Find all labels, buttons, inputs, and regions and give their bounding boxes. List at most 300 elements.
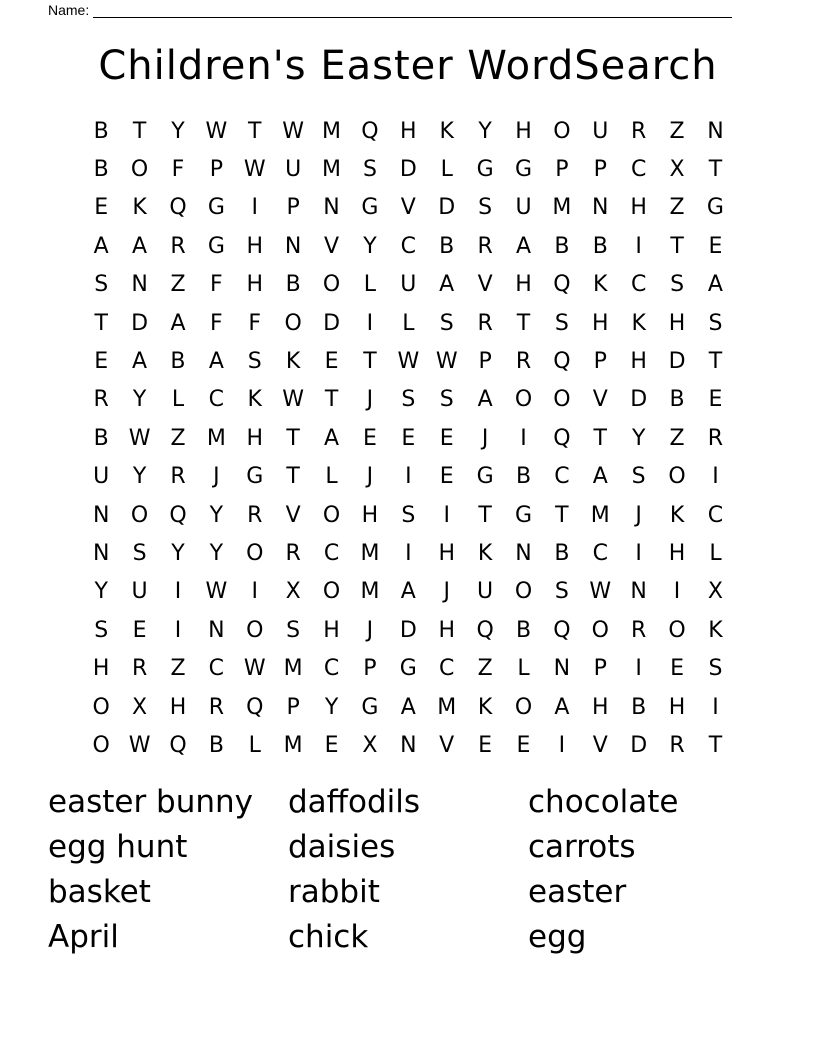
grid-cell: J	[366, 387, 374, 413]
grid-cell: E	[324, 349, 339, 375]
grid-cell: B	[93, 157, 109, 183]
grid-cell: O	[130, 502, 149, 528]
grid-cell: P	[593, 656, 607, 682]
grid-cell: E	[362, 425, 377, 451]
grid-cell: Q	[169, 195, 187, 221]
grid-cell: O	[514, 694, 533, 720]
word-list-item: carrots	[528, 829, 636, 865]
grid-cell: R	[93, 387, 109, 413]
grid-cell: N	[208, 617, 225, 643]
grid-cell: Q	[169, 732, 187, 758]
word-list-item: rabbit	[288, 874, 380, 910]
grid-cell: F	[248, 310, 262, 336]
grid-cell: I	[558, 732, 566, 758]
grid-cell: P	[286, 195, 300, 221]
grid-cell: I	[251, 195, 258, 221]
grid-cell: T	[478, 502, 492, 528]
word-list-item: egg hunt	[48, 829, 188, 865]
grid-cell: M	[322, 118, 342, 144]
grid-cell: U	[93, 464, 110, 490]
grid-cell: H	[592, 694, 609, 720]
grid-cell: S	[631, 464, 646, 490]
grid-cell: C	[323, 540, 340, 566]
word-list-item: egg	[528, 919, 587, 955]
grid-cell: H	[592, 310, 609, 336]
grid-cell: S	[94, 617, 109, 643]
grid-cell: H	[630, 195, 647, 221]
grid-cell: X	[285, 579, 301, 605]
grid-cell: O	[130, 157, 149, 183]
grid-cell: Z	[170, 425, 186, 451]
grid-cell: I	[673, 579, 681, 605]
grid-cell: C	[630, 157, 647, 183]
grid-cell: A	[170, 310, 186, 336]
grid-row	[82, 112, 736, 150]
grid-cell: L	[171, 387, 185, 413]
grid-cell: D	[630, 387, 648, 413]
grid-cell: E	[708, 233, 723, 259]
grid-cell: K	[132, 195, 147, 221]
grid-cell: S	[401, 387, 416, 413]
grid-cell: Y	[171, 540, 185, 566]
grid-cell: U	[285, 157, 302, 183]
grid-cell: O	[553, 118, 571, 144]
grid-cell: Q	[553, 425, 571, 451]
grid-cell: Y	[324, 694, 339, 720]
grid-cell: N	[553, 656, 571, 682]
grid-cell: U	[592, 118, 609, 144]
grid-cell: K	[247, 387, 262, 413]
grid-cell: L	[363, 272, 377, 298]
grid-cell: H	[630, 349, 647, 375]
grid-cell: Y	[478, 118, 492, 144]
grid-row	[82, 381, 736, 419]
grid-cell: Y	[171, 118, 185, 144]
grid-cell: G	[514, 157, 533, 183]
grid-cell: T	[132, 118, 147, 144]
grid-cell: I	[174, 579, 182, 605]
grid-cell: E	[401, 425, 416, 451]
grid-cell: W	[435, 349, 458, 375]
word-list-item: easter bunny	[48, 784, 254, 820]
grid-row	[82, 266, 736, 304]
grid-cell: I	[635, 540, 642, 566]
grid-cell: K	[669, 502, 685, 528]
grid-cell: W	[205, 118, 228, 144]
grid-cell: V	[477, 272, 493, 298]
letter-grid	[82, 112, 736, 765]
grid-cell: B	[515, 617, 532, 643]
grid-cell: O	[553, 387, 571, 413]
grid-cell: E	[439, 464, 454, 490]
grid-cell: G	[207, 233, 225, 259]
grid-cell: S	[132, 540, 147, 566]
grid-cell: G	[361, 195, 379, 221]
grid-cell: O	[668, 617, 686, 643]
grid-cell: A	[324, 425, 340, 451]
name-field-row	[48, 0, 732, 18]
word-list-item: chocolate	[528, 784, 679, 820]
grid-cell: R	[170, 464, 186, 490]
grid-cell: R	[477, 310, 493, 336]
grid-cell: V	[285, 502, 301, 528]
grid-row	[82, 304, 736, 342]
grid-cell: R	[669, 732, 685, 758]
grid-cell: E	[94, 195, 109, 221]
grid-row	[82, 726, 736, 764]
grid-cell: P	[555, 157, 569, 183]
grid-cell: D	[399, 617, 417, 643]
grid-cell: J	[366, 464, 374, 490]
grid-cell: N	[92, 502, 110, 528]
grid-cell: Y	[132, 387, 147, 413]
grid-cell: P	[209, 157, 223, 183]
grid-cell: Y	[631, 425, 646, 451]
grid-cell: V	[324, 233, 340, 259]
grid-cell: Z	[669, 118, 685, 144]
grid-cell: H	[323, 617, 340, 643]
grid-cell: O	[514, 387, 533, 413]
name-label: Name:	[48, 2, 90, 18]
grid-cell: W	[282, 118, 305, 144]
grid-cell: W	[589, 579, 612, 605]
grid-cell: J	[443, 579, 450, 605]
grid-cell: Z	[170, 656, 186, 682]
grid-cell: V	[592, 732, 608, 758]
grid-cell: S	[708, 310, 723, 336]
grid-cell: Y	[94, 579, 108, 605]
grid-cell: C	[323, 656, 340, 682]
grid-cell: G	[361, 694, 379, 720]
word-list-item: April	[48, 919, 119, 955]
name-blank-line	[93, 3, 732, 18]
grid-cell: G	[476, 464, 494, 490]
grid-row	[82, 150, 736, 188]
grid-cell: O	[668, 464, 686, 490]
grid-cell: A	[515, 233, 532, 259]
grid-cell: D	[131, 310, 149, 336]
grid-cell: V	[592, 387, 608, 413]
grid-cell: N	[400, 732, 417, 758]
grid-cell: G	[514, 502, 533, 528]
grid-cell: I	[712, 694, 719, 720]
grid-cell: O	[591, 617, 609, 643]
grid-cell: R	[515, 349, 532, 375]
grid-cell: I	[174, 617, 182, 643]
grid-cell: K	[285, 349, 301, 375]
grid-cell: A	[439, 272, 455, 298]
grid-row	[82, 573, 736, 611]
grid-cell: P	[478, 349, 492, 375]
grid-cell: G	[246, 464, 264, 490]
page-title: Children's Easter WordSearch	[98, 43, 718, 89]
grid-cell: D	[438, 195, 456, 221]
grid-cell: S	[286, 617, 301, 643]
grid-cell: Y	[363, 233, 377, 259]
word-list	[48, 780, 768, 960]
grid-cell: N	[630, 579, 647, 605]
grid-cell: B	[93, 118, 109, 144]
grid-cell: K	[708, 617, 723, 643]
grid-cell: J	[481, 425, 489, 451]
grid-cell: G	[706, 195, 724, 221]
grid-cell: O	[246, 540, 264, 566]
grid-cell: R	[285, 540, 301, 566]
grid-cell: B	[285, 272, 301, 298]
grid-cell: X	[132, 694, 148, 720]
grid-cell: Z	[477, 656, 493, 682]
grid-cell: D	[668, 349, 686, 375]
word-list-item: easter	[528, 874, 627, 910]
grid-cell: S	[362, 157, 377, 183]
grid-cell: E	[94, 349, 109, 375]
grid-cell: H	[246, 233, 264, 259]
word-list-item: daffodils	[288, 784, 421, 820]
grid-cell: T	[363, 349, 377, 375]
grid-cell: G	[399, 656, 417, 682]
grid-cell: R	[247, 502, 263, 528]
grid-cell: C	[630, 272, 647, 298]
grid-cell: B	[554, 540, 570, 566]
grid-cell: U	[400, 272, 417, 298]
grid-cell: H	[400, 118, 417, 144]
grid-cell: C	[554, 464, 570, 490]
grid-cell: W	[282, 387, 305, 413]
grid-cell: W	[397, 349, 420, 375]
grid-cell: B	[554, 233, 570, 259]
grid-cell: P	[593, 157, 607, 183]
grid-cell: Y	[209, 502, 224, 528]
grid-cell: M	[590, 502, 610, 528]
grid-cell: K	[631, 310, 646, 336]
grid-cell: J	[366, 617, 374, 643]
grid-cell: Q	[169, 502, 187, 528]
grid-cell: O	[246, 617, 264, 643]
grid-cell: Y	[132, 464, 147, 490]
grid-cell: I	[635, 656, 642, 682]
grid-cell: E	[670, 656, 684, 682]
grid-cell: M	[437, 694, 457, 720]
grid-cell: P	[363, 656, 377, 682]
grid-cell: X	[362, 732, 378, 758]
grid-cell: E	[708, 387, 723, 413]
grid-cell: E	[439, 425, 454, 451]
grid-row	[82, 342, 736, 380]
grid-cell: O	[322, 272, 341, 298]
grid-cell: C	[400, 233, 416, 259]
grid-cell: X	[707, 579, 723, 605]
grid-cell: O	[284, 310, 302, 336]
grid-cell: S	[670, 272, 685, 298]
grid-cell: B	[93, 425, 109, 451]
grid-cell: T	[94, 310, 108, 336]
grid-cell: R	[170, 233, 186, 259]
grid-cell: M	[360, 540, 380, 566]
grid-cell: O	[92, 694, 110, 720]
grid-cell: L	[517, 656, 530, 682]
grid-cell: H	[668, 540, 686, 566]
grid-row	[82, 419, 736, 457]
grid-cell: B	[515, 464, 532, 490]
grid-cell: M	[360, 579, 380, 605]
grid-cell: N	[707, 118, 724, 144]
grid-cell: N	[92, 540, 110, 566]
grid-cell: G	[207, 195, 225, 221]
grid-cell: Q	[361, 118, 379, 144]
grid-cell: M	[206, 425, 226, 451]
grid-cell: M	[322, 157, 342, 183]
grid-cell: V	[400, 195, 416, 221]
grid-cell: Q	[553, 349, 571, 375]
grid-cell: S	[554, 310, 569, 336]
grid-cell: R	[477, 233, 493, 259]
grid-row	[82, 688, 736, 726]
grid-cell: H	[361, 502, 379, 528]
grid-cell: C	[707, 502, 724, 528]
grid-cell: W	[243, 656, 266, 682]
grid-cell: R	[131, 656, 148, 682]
grid-cell: S	[554, 579, 569, 605]
word-list-item: chick	[288, 919, 369, 955]
grid-cell: H	[668, 694, 686, 720]
grid-cell: T	[593, 425, 607, 451]
grid-row	[82, 189, 736, 227]
grid-cell: W	[128, 732, 151, 758]
grid-cell: F	[210, 310, 223, 336]
grid-cell: N	[515, 540, 532, 566]
grid-cell: A	[400, 579, 416, 605]
grid-cell: B	[208, 732, 224, 758]
grid-cell: S	[439, 310, 454, 336]
grid-cell: S	[708, 656, 723, 682]
grid-row	[82, 611, 736, 649]
grid-cell: S	[401, 502, 416, 528]
grid-cell: H	[246, 425, 264, 451]
grid-cell: I	[443, 502, 450, 528]
grid-cell: Q	[246, 694, 264, 720]
grid-cell: H	[668, 310, 686, 336]
grid-cell: N	[131, 272, 148, 298]
grid-cell: G	[476, 157, 494, 183]
grid-cell: L	[440, 157, 453, 183]
grid-row	[82, 534, 736, 572]
grid-cell: J	[635, 502, 642, 528]
grid-cell: E	[324, 732, 339, 758]
grid-cell: L	[402, 310, 415, 336]
grid-cell: T	[708, 157, 723, 183]
grid-cell: M	[552, 195, 572, 221]
grid-cell: A	[592, 464, 608, 490]
grid-cell: P	[286, 694, 300, 720]
grid-cell: K	[477, 694, 493, 720]
grid-cell: A	[477, 387, 493, 413]
grid-cell: I	[251, 579, 258, 605]
grid-cell: H	[438, 540, 455, 566]
grid-cell: H	[246, 272, 264, 298]
grid-cell: V	[439, 732, 455, 758]
grid-row	[82, 496, 736, 534]
grid-cell: Z	[669, 425, 685, 451]
grid-cell: T	[286, 464, 300, 490]
grid-cell: U	[477, 579, 494, 605]
grid-cell: F	[171, 157, 185, 183]
grid-cell: H	[515, 118, 532, 144]
grid-cell: D	[399, 157, 417, 183]
grid-cell: L	[709, 540, 722, 566]
grid-cell: W	[128, 425, 151, 451]
grid-cell: E	[516, 732, 531, 758]
grid-cell: J	[213, 464, 220, 490]
grid-cell: N	[284, 233, 302, 259]
grid-cell: Q	[553, 617, 571, 643]
grid-cell: T	[708, 732, 723, 758]
grid-cell: H	[169, 694, 187, 720]
grid-cell: S	[478, 195, 493, 221]
grid-cell: I	[635, 233, 642, 259]
grid-cell: S	[247, 349, 262, 375]
grid-cell: A	[707, 272, 723, 298]
grid-cell: C	[439, 656, 455, 682]
grid-cell: A	[132, 233, 148, 259]
grid-cell: E	[132, 617, 147, 643]
grid-cell: R	[631, 617, 647, 643]
grid-cell: A	[93, 233, 109, 259]
grid-cell: D	[323, 310, 341, 336]
grid-cell: L	[248, 732, 261, 758]
grid-cell: T	[248, 118, 262, 144]
grid-cell: T	[324, 387, 339, 413]
grid-cell: X	[669, 157, 685, 183]
grid-cell: D	[630, 732, 648, 758]
grid-cell: W	[205, 579, 228, 605]
grid-cell: T	[516, 310, 531, 336]
grid-cell: U	[131, 579, 148, 605]
grid-row	[82, 649, 736, 687]
grid-cell: B	[592, 233, 608, 259]
grid-cell: Z	[170, 272, 186, 298]
grid-cell: S	[94, 272, 109, 298]
grid-row	[82, 227, 736, 265]
grid-cell: T	[708, 349, 723, 375]
grid-cell: B	[439, 233, 455, 259]
grid-cell: I	[366, 310, 374, 336]
grid-cell: M	[283, 732, 303, 758]
grid-cell: A	[554, 694, 570, 720]
grid-cell: P	[593, 349, 607, 375]
grid-cell: C	[208, 387, 225, 413]
word-list-item: basket	[48, 874, 151, 910]
grid-cell: M	[283, 656, 303, 682]
grid-cell: B	[669, 387, 685, 413]
grid-cell: W	[243, 157, 266, 183]
grid-cell: H	[438, 617, 455, 643]
grid-cell: I	[405, 464, 412, 490]
grid-cell: F	[210, 272, 223, 298]
grid-cell: O	[322, 579, 341, 605]
grid-cell: I	[520, 425, 527, 451]
grid-cell: O	[322, 502, 341, 528]
grid-cell: H	[92, 656, 110, 682]
grid-cell: K	[439, 118, 454, 144]
grid-cell: N	[323, 195, 340, 221]
grid-cell: R	[208, 694, 225, 720]
grid-cell: O	[514, 579, 533, 605]
grid-cell: A	[400, 694, 416, 720]
grid-cell: B	[170, 349, 186, 375]
grid-cell: U	[515, 195, 532, 221]
grid-cell: N	[592, 195, 609, 221]
grid-cell: B	[631, 694, 647, 720]
